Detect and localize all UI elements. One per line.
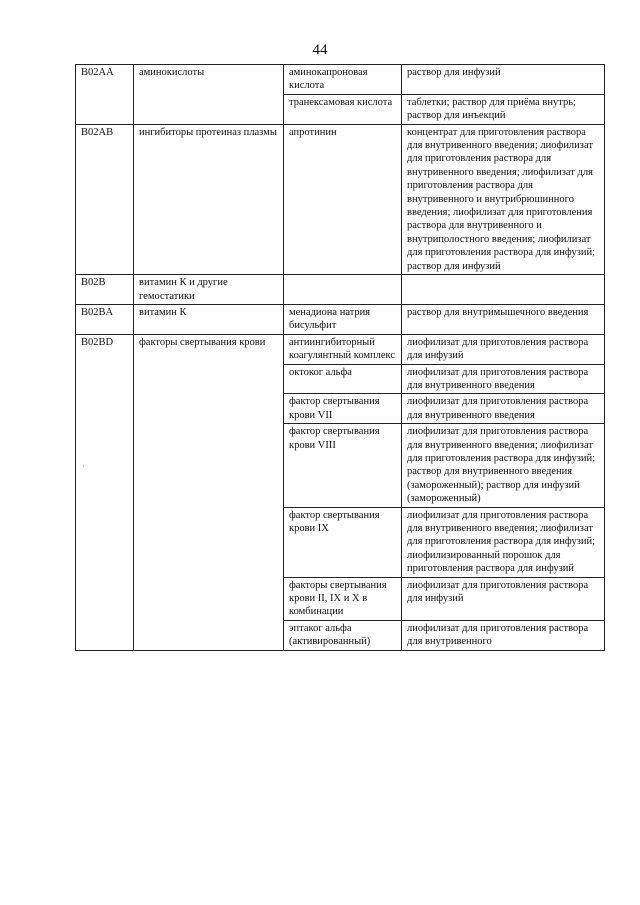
drug-name-cell: эптаког альфа (активированный) xyxy=(284,620,402,650)
group-name-cell: аминокислоты xyxy=(134,65,284,125)
atc-code-cell: B02BA xyxy=(76,304,134,334)
drug-name-cell: аминокапроновая кислота xyxy=(284,65,402,95)
page-number: 44 xyxy=(312,42,328,58)
dosage-form-cell: лиофилизат для приготовления раствора для внутривенного введения xyxy=(402,394,605,424)
scan-artifact-mark: · xyxy=(82,462,85,471)
dosage-form-cell: раствор для внутримышечного введения xyxy=(402,304,605,334)
dosage-form-cell: лиофилизат для приготовления раствора для внутривенного введения xyxy=(402,364,605,394)
table-row xyxy=(76,65,605,95)
drug-name-cell: факторы свертывания крови II, IX и X в комбинации xyxy=(284,577,402,620)
group-name-cell: факторы свертывания крови xyxy=(134,334,284,650)
drug-name-cell: менадиона натрия бисульфит xyxy=(284,304,402,334)
drug-name-cell xyxy=(284,275,402,305)
table-row xyxy=(76,275,605,305)
atc-code-cell: B02B xyxy=(76,275,134,305)
dosage-form-cell: лиофилизат для приготовления раствора для внутривенного введения; лиофилизат для приготовления раствора для инфузий; раствор для внутривенного введения (замороженный); раствор для инфузий (замороженный) xyxy=(402,424,605,507)
table-row xyxy=(76,304,605,334)
drug-name-cell: фактор свертывания крови IX xyxy=(284,507,402,577)
atc-code-cell: B02AB xyxy=(76,124,134,274)
dosage-form-cell: раствор для инфузий xyxy=(402,65,605,95)
group-name-cell: витамин К и другие гемостатики xyxy=(134,275,284,305)
group-name-cell: витамин К xyxy=(134,304,284,334)
dosage-form-cell: лиофилизат для приготовления раствора для инфузий xyxy=(402,577,605,620)
drug-name-cell: октоког альфа xyxy=(284,364,402,394)
atc-code-cell: B02BD xyxy=(76,334,134,650)
drug-classification-table xyxy=(75,64,605,651)
drug-name-cell: апротинин xyxy=(284,124,402,274)
dosage-form-cell: лиофилизат для приготовления раствора для внутривенного xyxy=(402,620,605,650)
dosage-form-cell: таблетки; раствор для приёма внутрь; раствор для инъекций xyxy=(402,94,605,124)
group-name-cell: ингибиторы протеиназ плазмы xyxy=(134,124,284,274)
table-row xyxy=(76,124,605,274)
drug-name-cell: антиингибиторный коагулянтный комплекс xyxy=(284,334,402,364)
dosage-form-cell: лиофилизат для приготовления раствора для инфузий xyxy=(402,334,605,364)
drug-name-cell: фактор свертывания крови VIII xyxy=(284,424,402,507)
atc-code-cell: B02AA xyxy=(76,65,134,125)
drug-name-cell: фактор свертывания крови VII xyxy=(284,394,402,424)
dosage-form-cell xyxy=(402,275,605,305)
table-row xyxy=(76,334,605,364)
dosage-form-cell: концентрат для приготовления раствора для внутривенного введения; лиофилизат для приготовления раствора для внутривенного введения; лиофилизат для приготовления раствора для внутривенного и внутрибрюшинного введения; лиофилизат для приготовления раствора для внутривенного и внутриполостного введения; лиофилизат для приготовления раствора для инфузий; раствор для инфузий xyxy=(402,124,605,274)
drug-name-cell: транексамовая кислота xyxy=(284,94,402,124)
dosage-form-cell: лиофилизат для приготовления раствора для внутривенного введения; лиофилизат для приготовления раствора для инфузий; лиофилизированный порошок для приготовления раствора для инфузий xyxy=(402,507,605,577)
